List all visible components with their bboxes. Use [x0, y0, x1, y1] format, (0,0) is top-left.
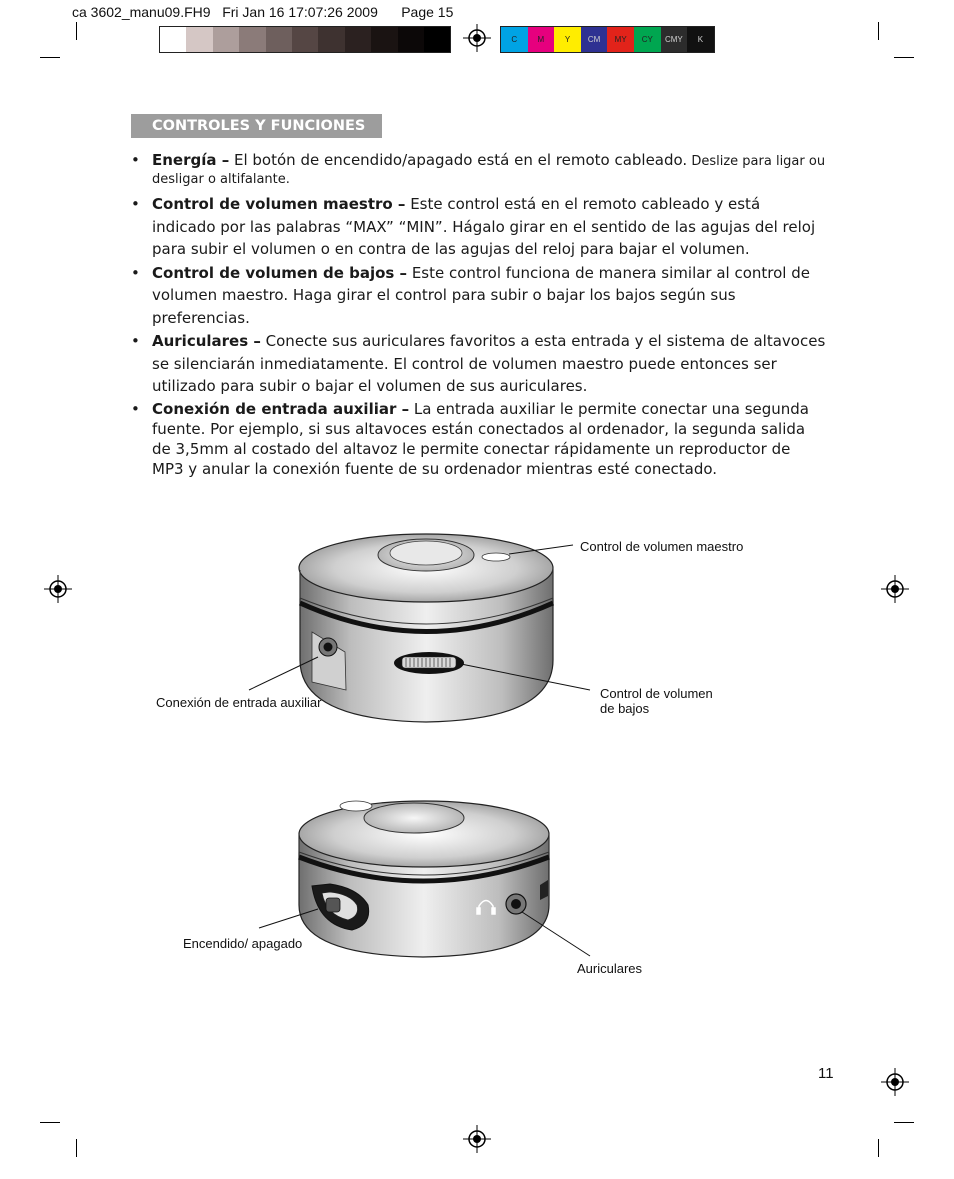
list-item-term: Energía – — [152, 151, 230, 169]
cmyk-swatch: CY — [634, 27, 661, 52]
speaker-rear-view — [259, 801, 590, 957]
list-item-text: El botón de encendido/apagado está en el remoto cableado. — [229, 151, 688, 169]
section-title: CONTROLES Y FUNCIONES — [131, 114, 382, 138]
list-item-text: Este control está en el remoto cableado y está indicado por las palabras “MAX” “MIN”. Hágalo girar en el sentido de las agujas del reloj para subir el volumen o en contra de las agujas del reloj para bajar el volumen. — [152, 195, 816, 258]
speaker-front-view — [249, 534, 590, 722]
list-item-term: Control de volumen maestro – — [152, 195, 406, 213]
list-item-text-small: Deslize para ligar ou desligar o altifalante. — [152, 154, 826, 187]
print-slug: ca 3602_manu09.FH9 Fri Jan 16 17:07:26 2009 Page 15 — [72, 4, 454, 20]
cmyk-swatch: CMY — [661, 27, 688, 52]
headphones-jack — [506, 894, 526, 914]
list-item-term: Conexión de entrada auxiliar – — [152, 399, 410, 418]
label-headphones: Auriculares — [577, 961, 643, 976]
label-power: Encendido/ apagado — [183, 936, 303, 951]
label-aux-input: Conexión de entrada auxiliar — [156, 695, 322, 710]
label-bass-volume: Control de volumen de bajos — [600, 686, 713, 716]
list-item-text: Este control funciona de manera similar al control de volumen maestro. Haga girar el control para subir o bajar los bajos según sus preferencias. — [152, 263, 810, 327]
page-number: 11 — [818, 1065, 834, 1082]
cmyk-swatch: M — [528, 27, 555, 52]
cmyk-swatch: MY — [607, 27, 634, 52]
cmyk-swatch: C — [501, 27, 528, 52]
cmyk-swatch: K — [687, 27, 714, 52]
list-item-text: Conecte sus auriculares favoritos a esta entrada y el sistema de altavoces se silenciarán inmediatamente. El control de volumen maestro puede entonces ser utilizado para subir o bajar el volumen de sus auriculares. — [152, 332, 826, 395]
cmyk-swatch: Y — [554, 27, 581, 52]
list-item-text: La entrada auxiliar le permite conectar una segunda fuente. Por ejemplo, si sus altavoces están conectados al ordenador, la segunda salida de 3,5mm al costado del altavoz le permite conectar rápidamente un reproductor de MP3 y anular la conexión fuente de su ordenador mientras esté conectado. — [152, 399, 809, 478]
master-volume-knob — [482, 553, 510, 561]
bass-volume-wheel — [394, 652, 464, 674]
cmyk-swatch: CM — [581, 27, 608, 52]
label-master-volume: Control de volumen maestro — [580, 539, 744, 554]
list-item-term: Control de volumen de bajos – — [152, 263, 408, 282]
list-item-term: Auriculares – — [152, 332, 261, 350]
